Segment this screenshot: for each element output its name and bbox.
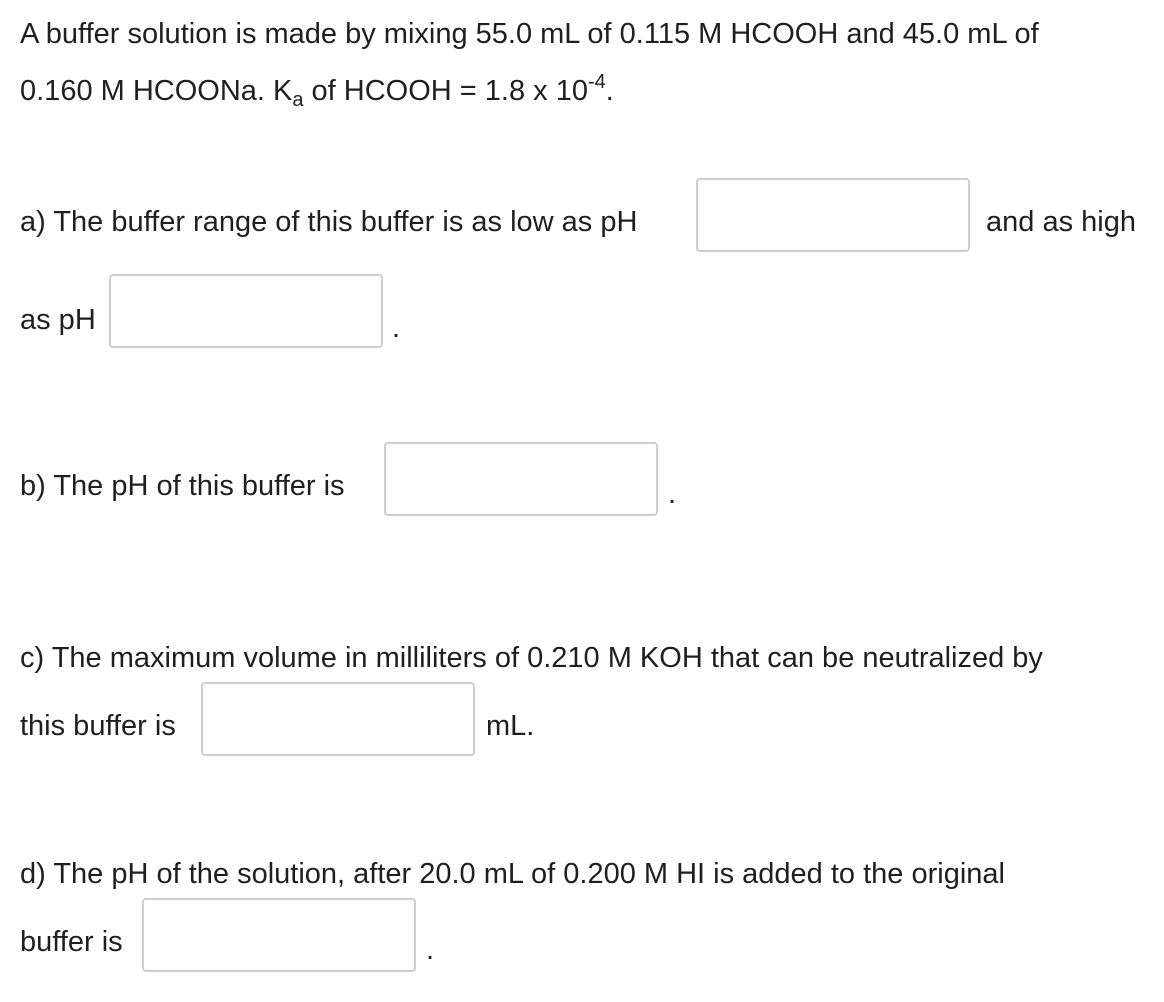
problem-line-2-part-b: of HCOOH = 1.8 x 10 [303, 75, 588, 107]
problem-line-1: A buffer solution is made by mixing 55.0 mL of 0.115 M HCOOH and 45.0 mL of [20, 18, 1039, 50]
part-c-unit: mL. [486, 710, 535, 742]
ka-subscript: a [292, 89, 304, 111]
part-b-text: b) The pH of this buffer is [20, 470, 345, 502]
buffer-range-high-input[interactable] [109, 274, 383, 348]
part-a-period: . [392, 312, 401, 344]
problem-line-2-part-a: 0.160 M HCOONa. K [20, 75, 293, 107]
exponent: -4 [587, 71, 606, 93]
part-c-text-2: this buffer is [20, 710, 176, 742]
part-d-period: . [426, 934, 435, 966]
problem-line-2-end: . [605, 75, 614, 107]
part-d-text-2: buffer is [20, 926, 123, 958]
part-a-text-2: and as high [986, 206, 1136, 238]
buffer-ph-input[interactable] [384, 442, 658, 516]
buffer-range-low-input[interactable] [696, 178, 970, 252]
part-a-text-3: as pH [20, 304, 96, 336]
problem-line-2 [20, 64, 614, 118]
part-d-text-1: d) The pH of the solution, after 20.0 mL of 0.200 M HI is added to the original [20, 858, 1005, 890]
max-koh-volume-input[interactable] [201, 682, 475, 756]
part-b-period: . [668, 478, 677, 510]
part-a-text-1: a) The buffer range of this buffer is as low as pH [20, 206, 638, 238]
ph-after-hi-input[interactable] [142, 898, 416, 972]
part-c-text-1: c) The maximum volume in milliliters of 0.210 M KOH that can be neutralized by [20, 642, 1043, 674]
